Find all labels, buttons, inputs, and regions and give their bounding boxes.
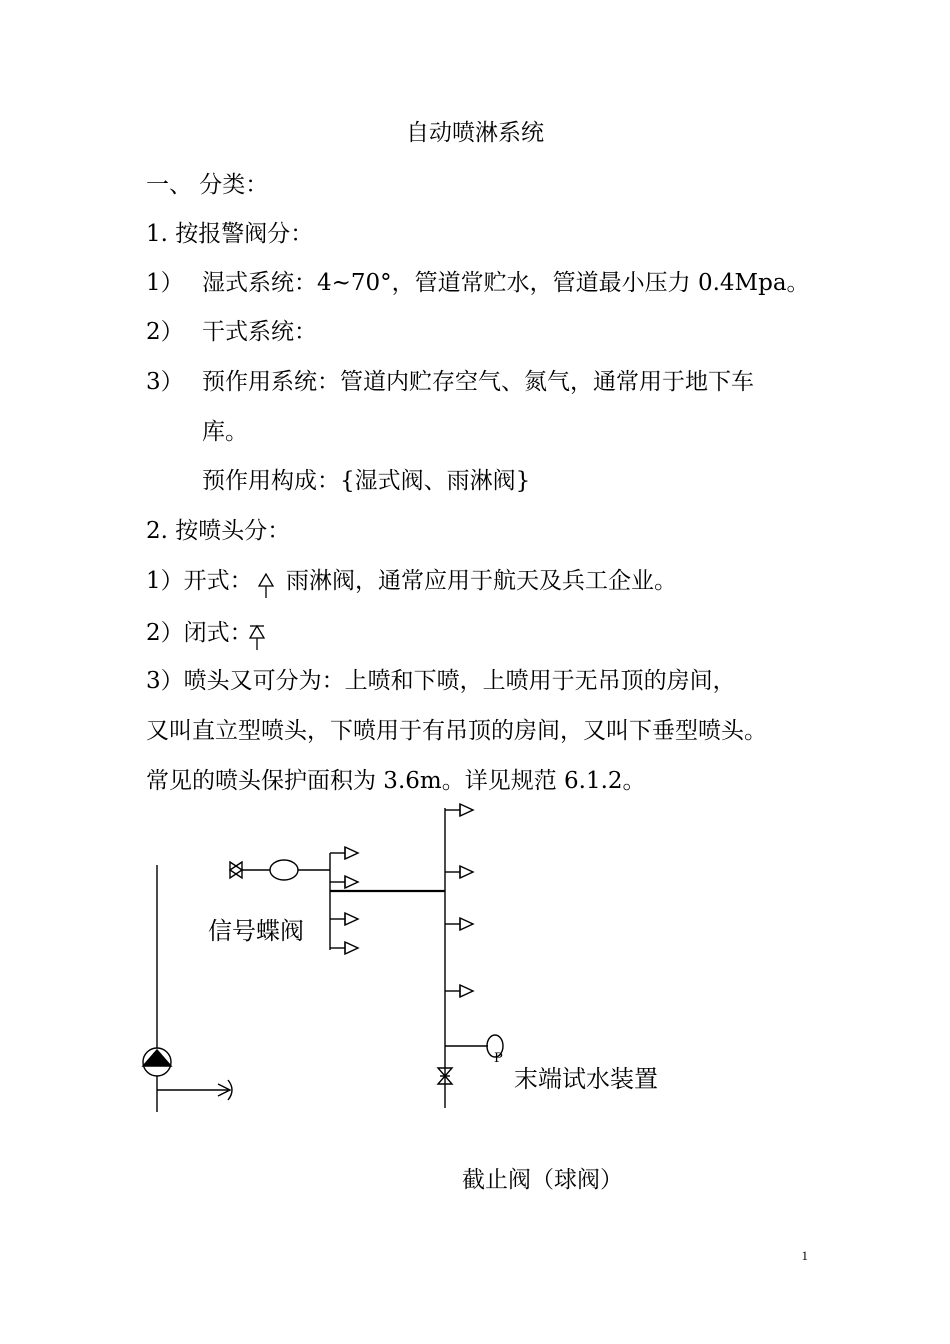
sprinkler-head-icon xyxy=(460,985,473,997)
page-title: 自动喷淋系统 xyxy=(406,120,544,146)
sprinkler-head-icon xyxy=(345,847,358,859)
open-type-text: 雨淋阀，通常应用于航天及兵工企业。 xyxy=(286,568,677,594)
paragraph-line: 常见的喷头保护面积为 3.6m。详见规范 6.1.2。 xyxy=(146,768,646,794)
list-item-continuation: 库。 xyxy=(202,419,248,445)
sprinkler-head-icon xyxy=(345,942,358,954)
sprinkler-head-icon xyxy=(460,804,473,816)
list-item-number: 3） xyxy=(146,369,184,395)
list-item-number: 2） xyxy=(146,319,184,345)
sprinkler-head-icon xyxy=(460,866,473,878)
section-heading: 一、 分类： xyxy=(146,172,269,198)
gauge-label: P xyxy=(494,1051,503,1066)
page-number: 1 xyxy=(801,1248,808,1263)
list-item-number: 1） xyxy=(146,270,184,296)
subheading-sprinkler-head: 2. 按喷头分： xyxy=(146,518,291,544)
end-test-label: 末端试水装置 xyxy=(514,1065,658,1093)
list-item-text: 干式系统： xyxy=(202,319,317,345)
open-type-label: 1）开式： xyxy=(146,568,253,594)
sprinkler-head-icon xyxy=(345,913,358,925)
list-item-text: 湿式系统：4~70°，管道常贮水，管道最小压力 0.4Mpa。 xyxy=(202,270,810,296)
paragraph-line: 又叫直立型喷头，下喷用于有吊顶的房间，又叫下垂型喷头。 xyxy=(146,718,767,744)
preaction-composition: 预作用构成：{湿式阀、雨淋阀} xyxy=(202,468,531,494)
flow-switch-icon xyxy=(270,860,298,880)
butterfly-valve-icon xyxy=(230,862,242,878)
closed-type-label: 2）闭式： xyxy=(146,620,253,646)
subheading-alarm-valve: 1. 按报警阀分： xyxy=(146,221,314,247)
paragraph-line: 3）喷头又可分为：上喷和下喷，上喷用于无吊顶的房间， xyxy=(146,668,736,694)
stop-valve-label: 截止阀（球阀） xyxy=(462,1167,623,1193)
list-item-text: 预作用系统：管道内贮存空气、氮气，通常用于地下车 xyxy=(202,369,754,395)
sprinkler-head-icon xyxy=(460,918,473,930)
sprinkler-head-icon xyxy=(345,876,358,888)
signal-valve-label: 信号蝶阀 xyxy=(208,917,304,945)
